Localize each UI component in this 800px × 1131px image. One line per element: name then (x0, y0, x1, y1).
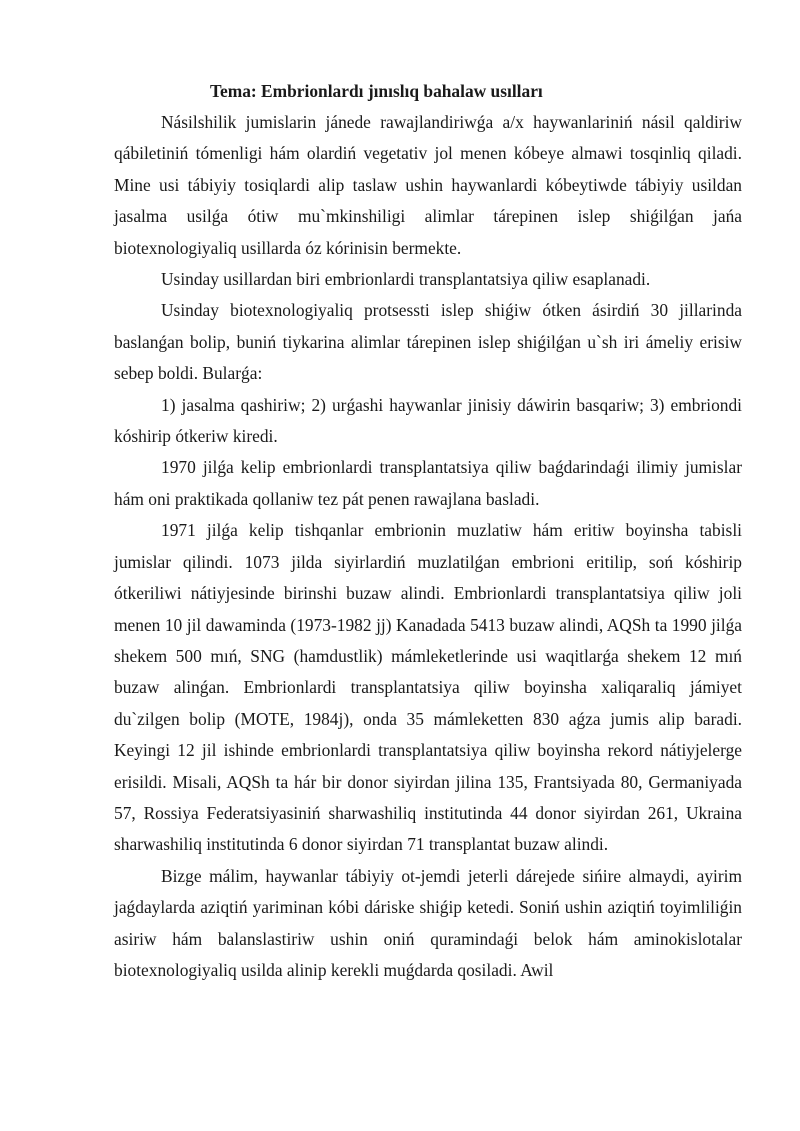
paragraph-1970: 1970 jilǵa kelip embrionlardi transplantatsiya qiliw baǵdarindaǵi ilimiy jumislar hám oni praktikada qollaniw tez pát penen rawajlana basladi. (114, 457, 742, 509)
paragraph-1971-results: 1971 jilǵa kelip tishqanlar embrionin muzlatiw hám eritiw boyinsha tabisli jumislar qilindi. 1073 jilda siyirlardiń muzlatilǵan embrioni eritilip, soń kóshirip ótkeriliwi nátiyjesinde birinshi buzaw alindi. Embrionlardi transplantatsiya qiliw joli menen 10 jil dawaminda (1973-1982 jj) Kanadada 5413 buzaw alindi, AQSh ta 1990 jilǵa shekem 500 mıń, SNG (hamdustlik) mámleketlerinde usi waqitlarǵa shekem 12 mıń buzaw alinǵan. Embrionlardi transplantatsiya qiliw boyinsha xaliqaraliq jámiyet du`zilgen bolip (MOTE, 1984j), onda 35 mámleketten 830 aǵza jumis alip baradi. Keyingi 12 jil ishinde embrionlardi transplantatsiya qiliw boyinsha rekord nátiyjelerge erisildi. Misali, AQSh ta hár bir donor siyirdan jilina 135, Frantsiyada 80, Germaniyada 57, Rossiya Federatsiyasiniń sharwashiliq institutinda 44 donor siyirdan 261, Ukraina sharwashiliq institutinda 6 donor siyirdan 71 transplantat buzaw alindi. (114, 520, 742, 855)
paragraph-feed-nutrition: Bizge málim, haywanlar tábiyiy ot-jemdi jeterli dárejede sińire almaydi, ayirim jaǵdaylarda aziqtiń yariminan kóbi dáriske shiǵip ketedi. Soniń ushin aziqtiń toyimliliǵin asiriw hám balanslastiriw ushin oniń quramindaǵi belok hám aminokislotalar biotexnologiyaliq usilda alinip kerekli muǵdarda qosiladi. Awil (114, 865, 742, 980)
paragraph-achievements-list: 1) jasalma qashiriw; 2) urǵashi haywanlar jinisiy dáwirin basqariw; 3) embriondi kóshirip ótkeriw kiredi. (114, 394, 742, 447)
document-title: Tema: Embrionlardı jınıslıq bahalaw usılları (210, 81, 543, 101)
paragraph-intro: Násilshilik jumislarin jánede rawajlandiriwǵa a/x haywanlariniń násil qaldiriw qábiletiniń tómenligi hám olardiń vegetativ jol menen kóbeye almawi tosqinliq qiladi. Mine usi tábiyiy tosiqlardi alip taslaw ushin haywanlardi kóbeytiwde tábiyiy usildan jasalma usilǵa ótiw mu`mkinshiligi alimlar tárepinen islep shiǵilǵan jańa biotexnologiyaliq usillarda óz kórinisin bermekte. (114, 112, 742, 258)
paragraph-transplantation-method: Usinday usillardan biri embrionlardi transplantatsiya qiliw esaplanadi. (161, 269, 651, 290)
document-body (114, 76, 742, 986)
paragraph-history: Usinday biotexnologiyaliq protsessti islep shiǵiw ótken ásirdiń 30 jillarinda baslanǵan bolip, buniń tiykarina alimlar tárepinen islep shiǵilǵan u`sh iri ámeliy erisiw sebep boldi. Bularǵa: (114, 300, 742, 384)
